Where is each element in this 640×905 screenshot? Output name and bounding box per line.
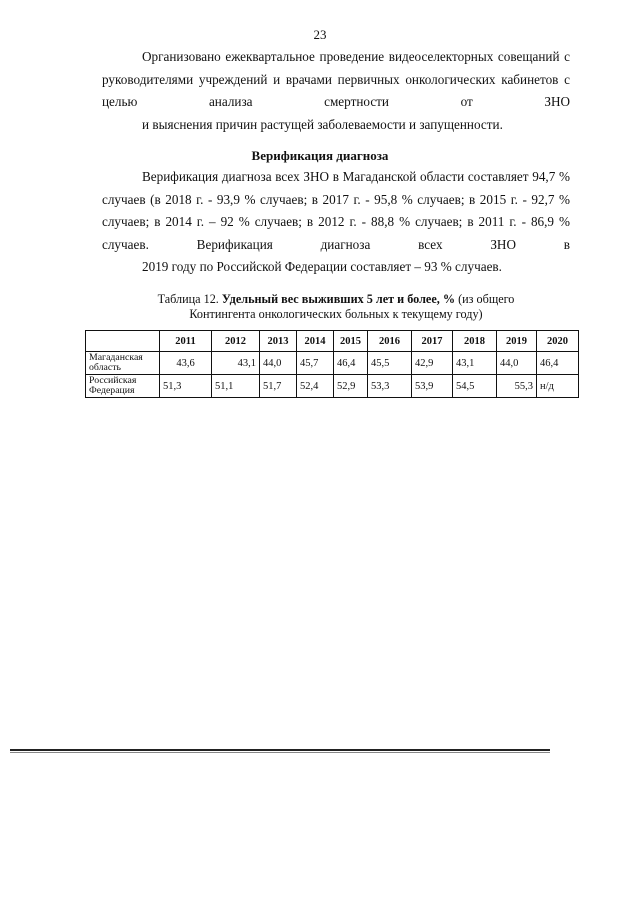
table-cell: 51,7 — [260, 375, 297, 398]
survival-table — [85, 330, 579, 398]
table-row — [86, 375, 579, 398]
table-cell: 54,5 — [453, 375, 497, 398]
table-cell: 51,1 — [212, 375, 260, 398]
table-cell: 46,4 — [537, 352, 579, 375]
table-header-cell: 2012 — [212, 331, 260, 352]
paragraph-meetings-body: Организовано ежеквартальное проведение видеоселекторных совещаний с руководителями учреждений и врачами первичных онкологических кабинетов с целью анализа смертности от ЗНО — [102, 49, 570, 109]
paragraph-meetings-last-line: и выяснения причин растущей заболеваемости и запущенности. — [142, 116, 503, 132]
table-cell: н/д — [537, 375, 579, 398]
table-cell: 45,7 — [297, 352, 334, 375]
table-cell: 52,9 — [334, 375, 368, 398]
table-cell: 42,9 — [412, 352, 453, 375]
table-header-cell: 2020 — [537, 331, 579, 352]
row-label: Магаданская область — [86, 352, 160, 375]
table-cell: 43,6 — [160, 352, 212, 375]
table-cell: 53,3 — [368, 375, 412, 398]
paragraph-verification-body: Верификация диагноза всех ЗНО в Магаданской области составляет 94,7 % случаев (в 2018 г. - 93,9 % случаев; в 2017 г. - 95,8 % случаев; в 2015 г. - 92,7 % случаев; в 2014 г. – 92 % случаев; в 2012 г. - 88,8 % случаев; в 2011 г. - 86,9 % случаев. Верификация диагноза всех ЗНО в — [102, 169, 570, 252]
table-header-cell: 2011 — [160, 331, 212, 352]
paragraph-verification — [102, 166, 570, 279]
table-caption — [102, 292, 570, 322]
table-caption-suffix: (из общего — [455, 292, 515, 306]
table-header-cell — [86, 331, 160, 352]
footnote-separator-line — [10, 749, 550, 751]
row-label: Российская Федерация — [86, 375, 160, 398]
table-cell: 53,9 — [412, 375, 453, 398]
table-cell: 45,5 — [368, 352, 412, 375]
table-header-cell: 2019 — [497, 331, 537, 352]
table-cell: 46,4 — [334, 352, 368, 375]
table-header-cell: 2016 — [368, 331, 412, 352]
footnote-separator-shadow — [10, 752, 550, 753]
table-header-cell: 2013 — [260, 331, 297, 352]
table-cell: 43,1 — [212, 352, 260, 375]
table-header-cell: 2015 — [334, 331, 368, 352]
table-header-cell: 2017 — [412, 331, 453, 352]
table-caption-bold: Удельный вес выживших 5 лет и более, % — [221, 292, 456, 306]
table-header-cell: 2018 — [453, 331, 497, 352]
table-row — [86, 352, 579, 375]
paragraph-meetings — [102, 46, 570, 136]
table-cell: 44,0 — [260, 352, 297, 375]
table-caption-line2: Контингента онкологических больных к текущему году) — [189, 307, 483, 321]
table-cell: 44,0 — [497, 352, 537, 375]
section-heading: Верификация диагноза — [251, 148, 389, 163]
page-number: 23 — [313, 27, 327, 42]
paragraph-verification-last-line: 2019 году по Российской Федерации составляет – 93 % случаев. — [142, 259, 502, 274]
table-cell: 51,3 — [160, 375, 212, 398]
table-header-cell: 2014 — [297, 331, 334, 352]
table-cell: 43,1 — [453, 352, 497, 375]
table-header-row — [86, 331, 579, 352]
table-cell: 52,4 — [297, 375, 334, 398]
table-cell: 55,3 — [497, 375, 537, 398]
table-caption-prefix: Таблица 12. — [157, 292, 222, 306]
